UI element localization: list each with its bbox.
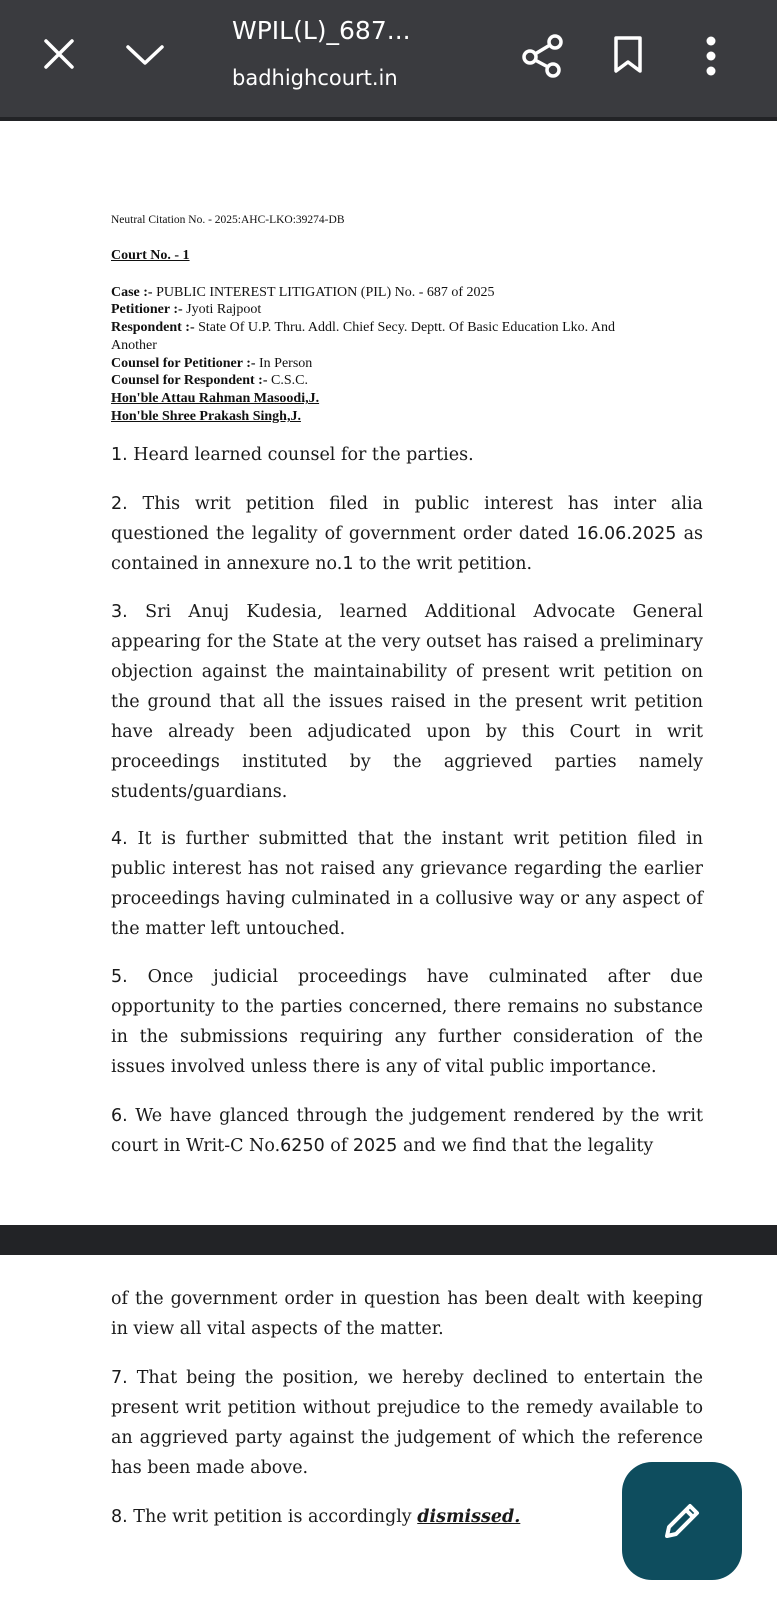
close-icon[interactable] [42,37,76,71]
counsel-petitioner-line: Counsel for Petitioner :- In Person [111,356,313,371]
case-line: Case :- PUBLIC INTEREST LITIGATION (PIL) No. - 687 of 2025 [111,285,495,300]
document-title: WPIL(L)_687... [232,16,411,45]
bookmark-icon[interactable] [612,35,644,75]
paragraph-8: 8. The writ petition is accordingly dismissed. [111,1507,521,1527]
edit-pencil-icon [657,1496,707,1546]
judge-1: Hon'ble Attau Rahman Masoodi,J. [111,391,320,406]
paragraph-1: 1. Heard learned counsel for the parties. [111,445,474,465]
counsel-respondent-line: Counsel for Respondent :- C.S.C. [111,373,308,388]
app-toolbar [0,0,777,117]
dismissed-word: dismissed. [417,1507,521,1527]
share-icon[interactable] [520,32,566,78]
paragraph-6: 6. We have glanced through the judgement rendered by the writ court in Writ-C No.6250 of 2025 and we find that the legality [111,1106,703,1156]
paragraph-3: 3. Sri Anuj Kudesia, learned Additional Advocate General appearing for the State at the very outset has raised a preliminary objection against the maintainability of present writ petition on the ground that all the issues raised in the present writ petition have already been adjudicated upon by this Court in writ proceedings instituted by the aggrieved parties namely students/guardians. [111,602,703,802]
petitioner-line: Petitioner :- Jyoti Rajpoot [111,302,262,317]
judge-2: Hon'ble Shree Prakash Singh,J. [111,409,301,424]
page-separator [0,1225,777,1255]
respondent-line-cont: Another [111,338,157,353]
court-number: Court No. - 1 [111,248,190,263]
paragraph-4: 4. It is further submitted that the instant writ petition filed in public interest has not raised any grievance regarding the earlier proceedings having culminated in a collusive way or any aspect of the matter left untouched. [111,829,703,939]
more-vertical-icon[interactable] [703,35,719,77]
paragraph-7: 7. That being the position, we hereby declined to entertain the present writ petition without prejudice to the remedy available to an aggrieved party against the judgement of which the reference has been made above. [111,1368,703,1478]
paragraph-6-continued: of the government order in question has been dealt with keeping in view all vital aspects of the matter. [111,1289,703,1339]
paragraph-2: 2. This writ petition filed in public interest has inter alia questioned the legality of government order dated 16.06.2025 as contained in annexure no.1 to the writ petition. [111,494,703,574]
document-domain: badhighcourt.in [232,66,398,90]
edit-fab-button[interactable] [622,1462,742,1580]
chevron-down-icon[interactable] [124,42,166,68]
respondent-line: Respondent :- State Of U.P. Thru. Addl. Chief Secy. Deptt. Of Basic Education Lko. And [111,320,615,335]
paragraph-5: 5. Once judicial proceedings have culminated after due opportunity to the parties concerned, there remains no substance in the submissions requiring any further consideration of the issues involved unless there is any of vital public importance. [111,967,703,1077]
neutral-citation: Neutral Citation No. - 2025:AHC-LKO:39274-DB [111,214,345,226]
